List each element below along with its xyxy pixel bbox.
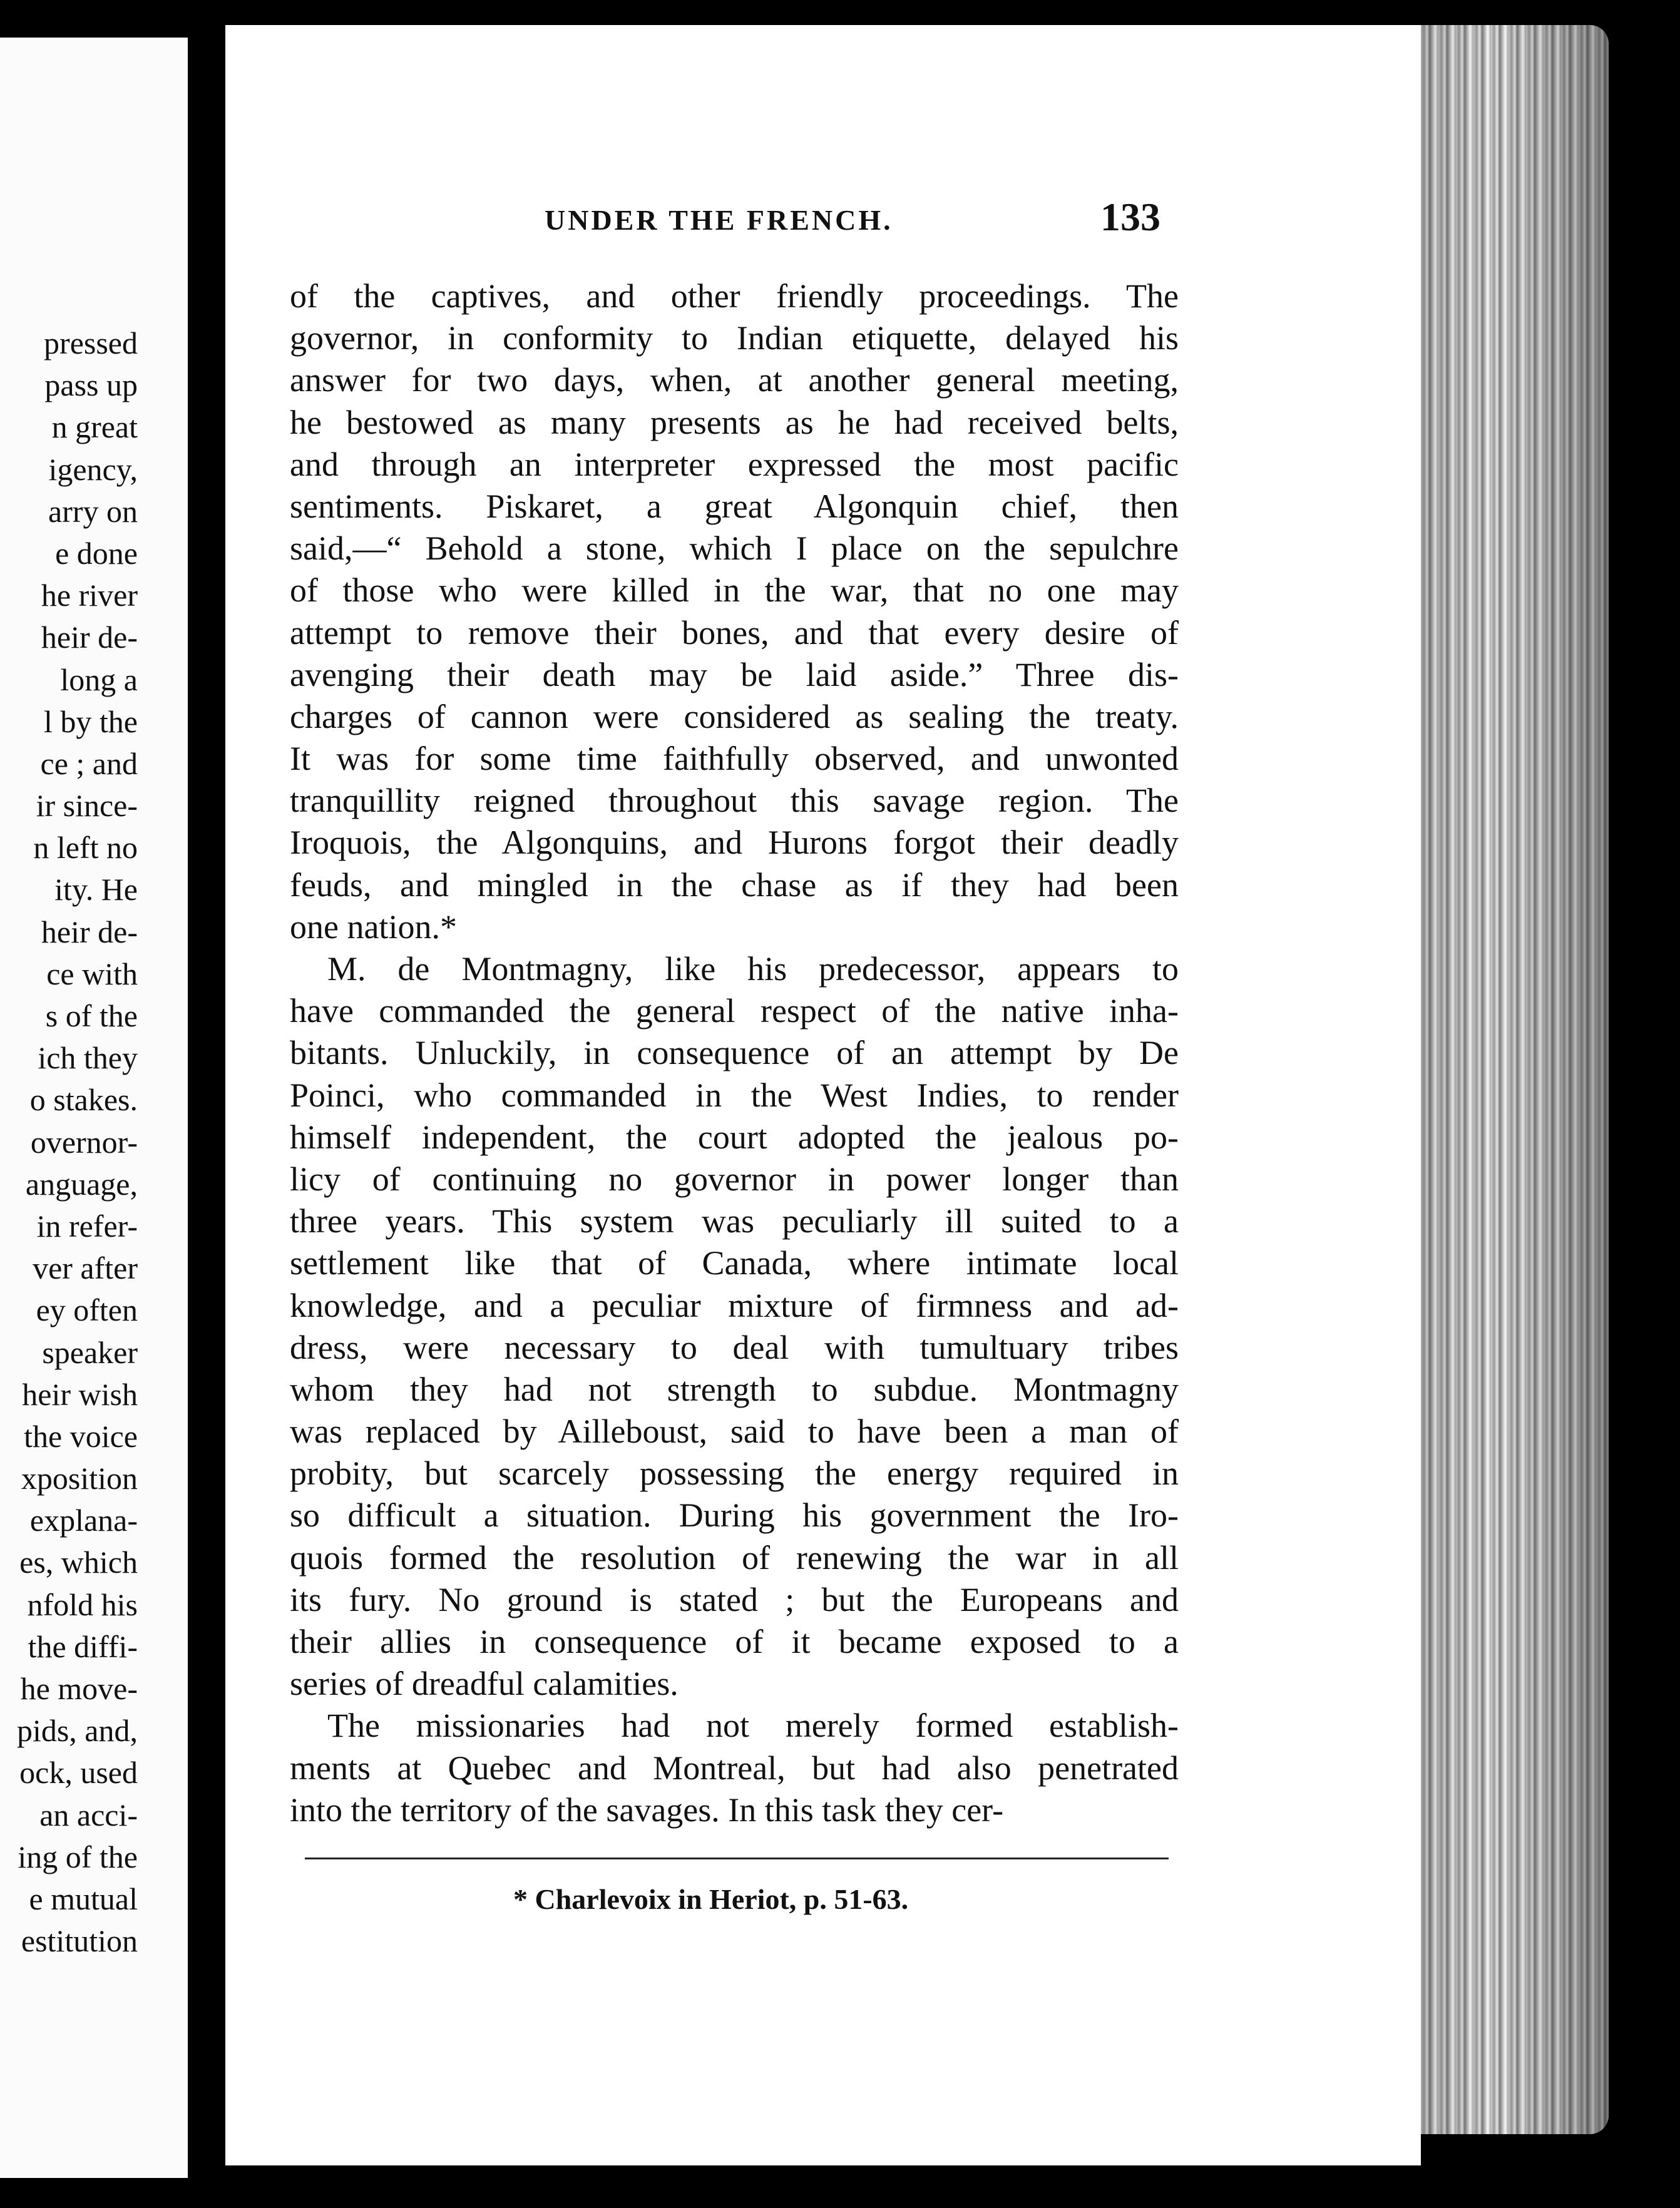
text-line: its fury. No ground is stated ; but the Europeans and: [290, 1580, 1179, 1618]
left-page-line: heir wish: [22, 1376, 138, 1412]
left-page: [0, 38, 189, 2178]
left-page-line: overnor-: [30, 1124, 138, 1160]
left-page-line: arry on: [48, 493, 138, 529]
left-page-line: ock, used: [19, 1755, 138, 1791]
page-edges-shade: [1421, 25, 1609, 2134]
left-page-line: ey often: [36, 1292, 138, 1328]
text-line: answer for two days, when, at another general meeting,: [290, 361, 1179, 399]
left-page-line: es, which: [19, 1545, 138, 1580]
text-line: was replaced by Ailleboust, said to have been a man of: [290, 1413, 1179, 1451]
text-line: M. de Montmagny, like his predecessor, appears to: [327, 950, 1179, 988]
text-line: Iroquois, the Algonquins, and Hurons forgot their deadly: [290, 824, 1179, 862]
text-line: ments at Quebec and Montreal, but had also penetrated: [290, 1749, 1179, 1787]
text-line: dress, were necessary to deal with tumultuary tribes: [290, 1328, 1179, 1366]
text-line: of the captives, and other friendly proceedings. The: [290, 277, 1179, 315]
text-line: and through an interpreter expressed the most pacific: [290, 445, 1179, 483]
text-line: attempt to remove their bones, and that every desire of: [290, 613, 1179, 652]
text-line: their allies in consequence of it became exposed to a: [290, 1623, 1179, 1660]
text-line: The missionaries had not merely formed establish-: [327, 1707, 1179, 1745]
left-page-line: pressed: [44, 325, 138, 360]
text-line: Poinci, who commanded in the West Indies, to render: [290, 1076, 1179, 1114]
left-page-line: ich they: [38, 1040, 138, 1076]
text-line: so difficult a situation. During his government the Iro-: [290, 1496, 1179, 1535]
left-page-line: xposition: [21, 1461, 138, 1496]
text-line: licy of continuing no governor in power longer than: [290, 1160, 1179, 1198]
left-page-line: l by the: [44, 703, 138, 739]
left-page-line: e done: [55, 535, 138, 571]
left-page-line: n great: [51, 409, 138, 445]
text-line: he bestowed as many presents as he had received belts,: [290, 403, 1179, 441]
left-page-line: long a: [60, 662, 138, 697]
body-text: [290, 275, 1179, 1831]
left-page-line: the diffi-: [28, 1628, 138, 1664]
text-line: knowledge, and a peculiar mixture of firmness and ad-: [290, 1286, 1179, 1324]
text-line: have commanded the general respect of the native inha-: [290, 992, 1179, 1030]
left-page-line: ce with: [46, 956, 138, 991]
text-line: avenging their death may be laid aside.” Three dis-: [290, 655, 1179, 693]
left-page-line: heir de-: [41, 620, 138, 655]
left-page-line: heir de-: [41, 914, 138, 949]
text-line: charges of cannon were considered as sealing the treaty.: [290, 697, 1179, 735]
text-line: feuds, and mingled in the chase as if they had been: [290, 866, 1179, 904]
text-line: one nation.*: [290, 907, 457, 946]
left-page-line: ing of the: [18, 1839, 138, 1874]
left-page-line: e mutual: [29, 1881, 138, 1916]
left-page-line: o stakes.: [29, 1082, 138, 1118]
left-page-line: ir since-: [36, 788, 138, 824]
left-page-line: igency,: [48, 451, 138, 487]
left-page-line: s of the: [45, 998, 138, 1033]
text-line: bitants. Unluckily, in consequence of an attempt by De: [290, 1034, 1179, 1072]
left-page-line: ver after: [33, 1250, 138, 1286]
left-page-line: he move-: [20, 1671, 138, 1706]
page-number: 133: [1100, 195, 1160, 239]
text-line: into the territory of the savages. In this task they cer-: [290, 1791, 1004, 1829]
left-page-line: ity. He: [54, 872, 138, 907]
text-line: whom they had not strength to subdue. Montmagny: [290, 1370, 1179, 1408]
left-page-line: estitution: [21, 1923, 138, 1959]
running-head: UNDER THE FRENCH.: [545, 204, 893, 236]
left-page-line: ce ; and: [40, 745, 138, 781]
left-page-line: an acci-: [39, 1797, 138, 1832]
text-line: sentiments. Piskaret, a great Algonquin chief, then: [290, 487, 1179, 525]
left-page-line: he river: [41, 578, 138, 613]
text-line: three years. This system was peculiarly ill suited to a: [290, 1202, 1179, 1240]
footnote-rule: [305, 1858, 1169, 1859]
left-page-line: speaker: [42, 1334, 138, 1370]
text-line: series of dreadful calamities.: [290, 1665, 679, 1703]
text-line: of those who were killed in the war, that no one may: [290, 571, 1179, 610]
book-gutter: [188, 0, 225, 2208]
left-page-line: pass up: [44, 367, 138, 403]
text-line: himself independent, the court adopted the jealous po-: [290, 1118, 1179, 1156]
text-line: settlement like that of Canada, where intimate local: [290, 1244, 1179, 1282]
left-page-line: nfold his: [27, 1587, 138, 1622]
left-page-line: n left no: [33, 830, 138, 866]
left-page-line: the voice: [24, 1418, 138, 1454]
text-line: tranquillity reigned throughout this savage region. The: [290, 782, 1179, 820]
text-line: It was for some time faithfully observed, and unwonted: [290, 740, 1179, 778]
text-line: said,—“ Behold a stone, which I place on the sepulchre: [290, 529, 1179, 568]
left-page-line: anguage,: [25, 1166, 138, 1202]
left-page-text: [0, 322, 138, 1962]
text-line: probity, but scarcely possessing the energy required in: [290, 1454, 1179, 1493]
text-line: governor, in conformity to Indian etiquette, delayed his: [290, 319, 1179, 357]
left-page-line: pids, and,: [16, 1713, 138, 1749]
footnote: * Charlevoix in Heriot, p. 51-63.: [513, 1883, 909, 1915]
left-page-line: explana-: [29, 1503, 138, 1538]
text-line: quois formed the resolution of renewing the war in all: [290, 1538, 1179, 1577]
left-page-line: in refer-: [36, 1208, 138, 1244]
